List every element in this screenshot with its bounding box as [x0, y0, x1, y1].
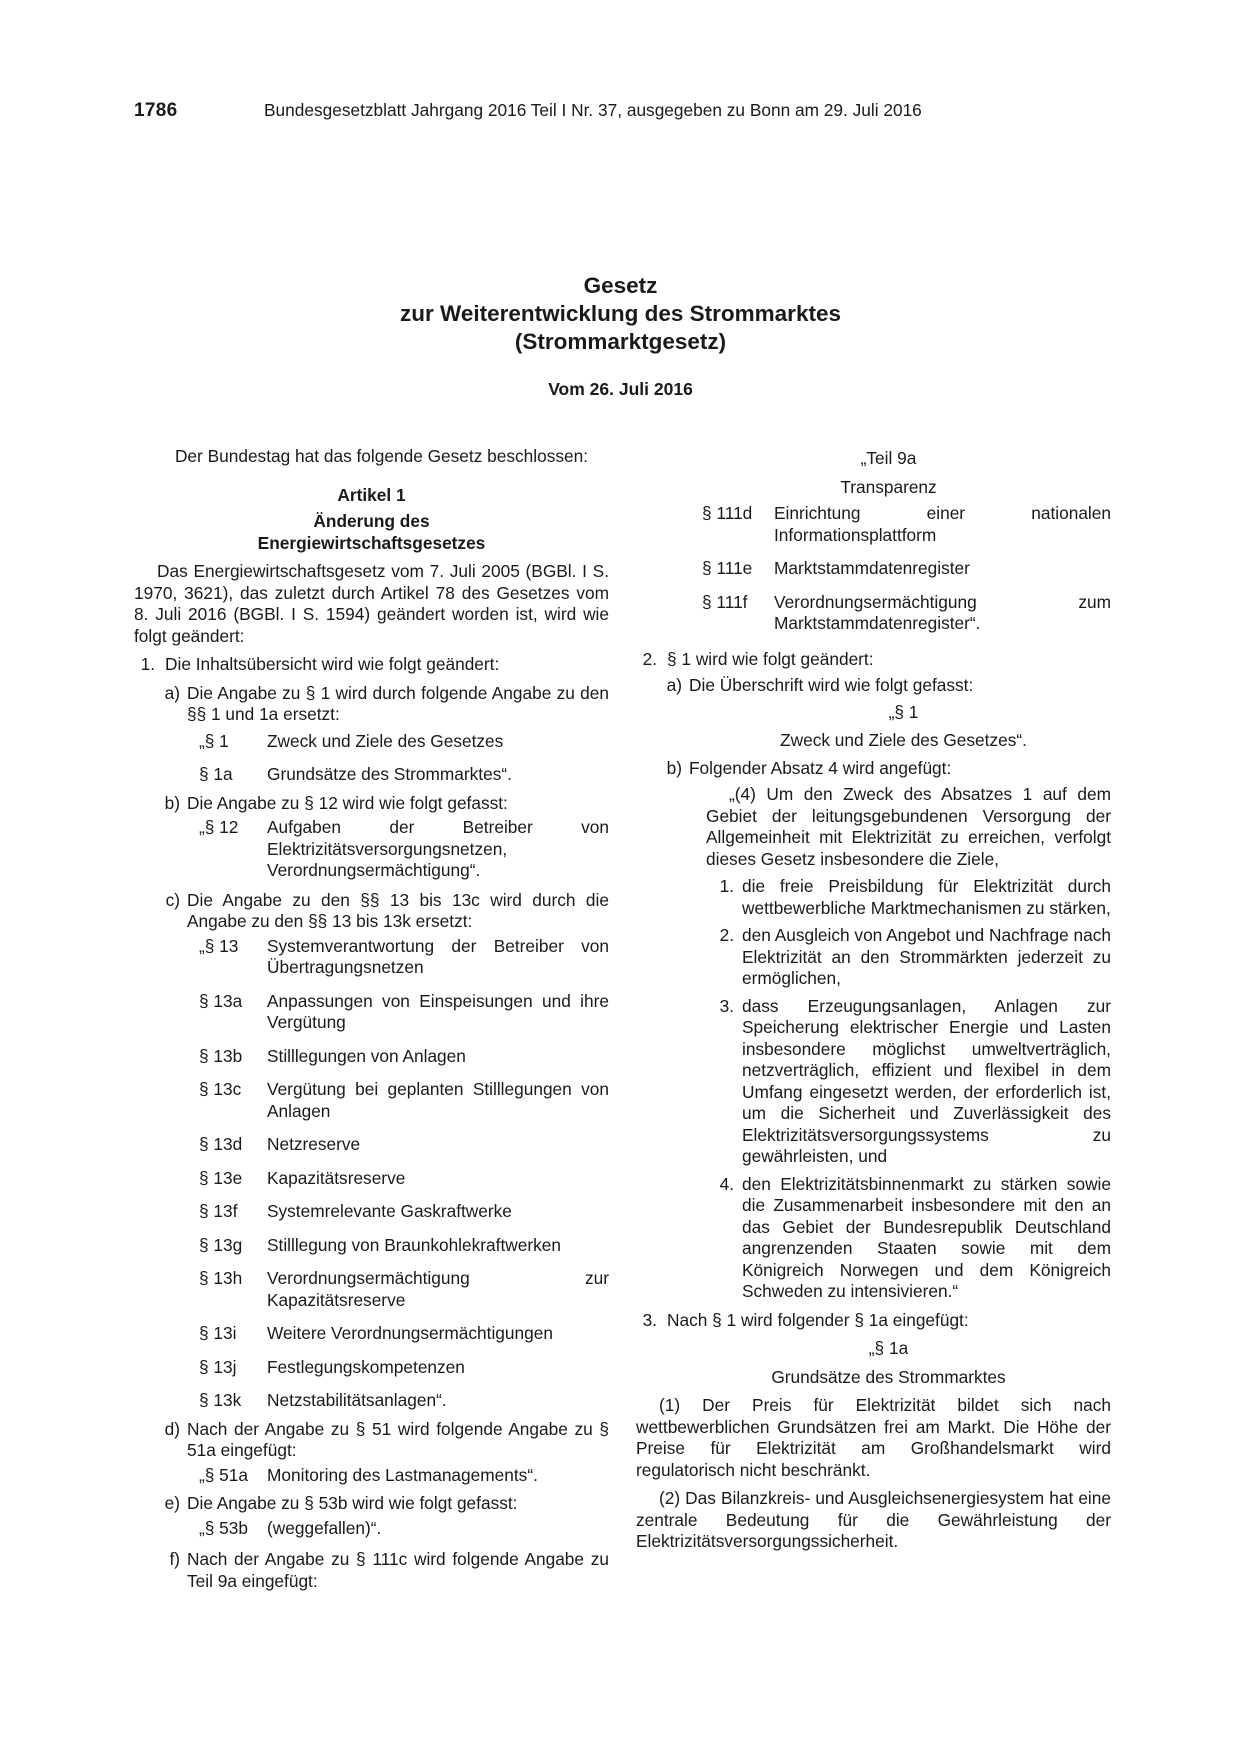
article-intro: Das Energiewirtschaftsgesetz vom 7. Juli 2005 (BGBl. I S. 1970, 3621), das zuletzt durch Artikel 78 des Gesetzes vom 8. Juli 2016 (BGBl. I S. 1594) geändert worden ist, wird wie folgt geändert: [134, 561, 609, 646]
section-title: Einrichtung einer nationalen Informationsplattform [774, 503, 1111, 545]
amendment-item-3 [631, 1310, 1111, 1332]
objective-item [706, 996, 1111, 1168]
section-title: Stilllegungen von Anlagen [267, 1045, 466, 1066]
sub-item-e [164, 1493, 609, 1515]
section-heading: Grundsätze des Strommarktes [771, 1366, 1006, 1387]
section-title: Systemverantwortung der Betreiber von Übertragungsnetzen [267, 935, 609, 977]
toc-entry [199, 817, 609, 882]
item-number: 2. [642, 648, 657, 669]
sub-item-text: Die Angabe zu den §§ 13 bis 13c wird durch die Angabe zu den §§ 13 bis 13k ersetzt: [187, 889, 609, 931]
item-text: Die Inhaltsübersicht wird wie folgt geändert: [165, 654, 500, 674]
sub-item-text: Die Angabe zu § 12 wird wie folgt gefasst: [187, 792, 508, 813]
sub-item-a [666, 675, 1111, 697]
sub-item-text: Nach der Angabe zu § 51 wird folgende Angabe zu § 51a eingefügt: [187, 1418, 609, 1460]
toc-entry [199, 936, 609, 979]
sub-item-label: e) [164, 1493, 180, 1513]
section-title: Netzreserve [267, 1134, 361, 1154]
objective-number: 3. [719, 995, 734, 1016]
sub-item-b [164, 792, 609, 815]
law-date: Vom 26. Juli 2016 [548, 379, 693, 399]
section-title: Verordnungsermächtigung zur Kapazitätsreserve [267, 1268, 609, 1310]
sub-item-label: d) [164, 1418, 180, 1439]
toc-entry [199, 1134, 609, 1156]
sub-item-text: Die Überschrift wird wie folgt gefasst: [689, 675, 974, 695]
section-number: § 13e [199, 1167, 243, 1188]
section-number: § 13i [199, 1323, 237, 1343]
objective-number: 1. [719, 876, 734, 896]
sub-item-label: a) [666, 675, 682, 695]
page-number: 1786 [134, 100, 178, 121]
toc-entry [199, 1518, 609, 1540]
section-number: § 13h [199, 1268, 243, 1288]
section-title: Aufgaben der Betreiber von Elektrizitätsversorgungsnetzen, Verordnungsermächtigung“. [267, 817, 609, 880]
objective-item [706, 1174, 1111, 1303]
toc-entry [199, 1168, 609, 1190]
objective-item [706, 876, 1111, 919]
toc-entry [199, 1323, 609, 1345]
section-number: § 111f [702, 591, 748, 612]
item-number: 1. [140, 654, 155, 674]
section-number: „§ 1 [199, 730, 229, 751]
law-title [0, 272, 1241, 356]
section-title: Festlegungskompetenzen [267, 1356, 465, 1377]
toc-entry [199, 1046, 609, 1068]
section-title: Stilllegung von Braunkohlekraftwerken [267, 1234, 561, 1255]
enactment-clause: Der Bundestag hat das folgende Gesetz beschlossen: [174, 446, 589, 466]
toc-entry [199, 1079, 609, 1122]
toc-entry [199, 991, 609, 1034]
page-header [134, 100, 1121, 124]
sub-item-f [169, 1549, 609, 1592]
title-line-2: zur Weiterentwicklung des Strommarktes [400, 301, 841, 326]
toc-entry [199, 1465, 609, 1487]
section-number: § 13g [199, 1234, 243, 1255]
section-paragraph-1: (1) Der Preis für Elektrizität bildet sich nach wettbewerblichen Grundsätzen frei am Markt. Die Höhe der Preise für Elektrizität am Großhandelsmarkt wird regulatorisch nicht beschränkt. [636, 1395, 1111, 1480]
sub-item-c [165, 889, 609, 933]
running-header: Bundesgesetzblatt Jahrgang 2016 Teil I Nr. 37, ausgegeben zu Bonn am 29. Juli 2016 [264, 100, 922, 120]
section-number: § 13f [199, 1201, 238, 1221]
toc-entry [199, 764, 609, 786]
section-paragraph-2: (2) Das Bilanzkreis- und Ausgleichsenergiesystem hat eine zentrale Bedeutung für die Gewährleistung der Elektrizitätsversorgungssicherheit. [636, 1488, 1111, 1551]
section-number: § 111d [702, 503, 753, 523]
toc-entry [199, 1390, 609, 1412]
section-number: „§ 53b [199, 1517, 249, 1538]
section-number: „§ 13 [199, 935, 239, 956]
section-number: § 13k [199, 1390, 242, 1410]
inserted-paragraph: „(4) Um den Zweck des Absatzes 1 auf dem Gebiet der leitungsgebundenen Versorgung der Allgemeinheit mit Elektrizität zu erreichen, verfolgt dieses Gesetz insbesondere die Ziele, [706, 784, 1111, 869]
toc-entry [199, 1201, 609, 1223]
toc-entry [199, 1268, 609, 1311]
sub-item-label: b) [666, 757, 682, 778]
toc-entry [702, 592, 1111, 635]
toc-entry [702, 503, 1111, 546]
sub-item-text: Folgender Absatz 4 wird angefügt: [689, 757, 952, 778]
title-line-1: Gesetz [583, 273, 658, 298]
sub-item-a [164, 682, 609, 726]
section-number: § 13j [199, 1356, 237, 1377]
title-line-3: (Strommarktgesetz) [514, 329, 727, 354]
item-text: Nach § 1 wird folgender § 1a eingefügt: [667, 1309, 969, 1330]
section-number: „§ 12 [199, 817, 239, 837]
sub-item-label: c) [165, 889, 180, 910]
section-title: Verordnungsermächtigung zum Marktstammdatenregister“. [774, 591, 1111, 633]
sub-item-d [164, 1418, 609, 1462]
section-number: § 13d [199, 1134, 243, 1154]
amendment-item-2 [631, 649, 1111, 671]
section-number: § 111e [702, 558, 753, 578]
section-title: Monitoring des Lastmanagements“. [267, 1464, 538, 1485]
section-title: Marktstammdatenregister [774, 558, 970, 578]
section-title: Vergütung bei geplanten Stilllegungen von Anlagen [267, 1079, 609, 1121]
article-subtitle-2: Energiewirtschaftsgesetzes [257, 532, 486, 553]
sub-item-text: Die Angabe zu § 53b wird wie folgt gefasst: [187, 1493, 518, 1513]
part-subtitle: Transparenz [840, 476, 937, 497]
objective-number: 2. [719, 925, 734, 945]
section-number: § 13b [199, 1045, 243, 1066]
objective-text: dass Erzeugungsanlagen, Anlagen zur Speicherung elektrischer Energie und Lasten insbesondere möglichst umweltverträglich, netzverträglich, effizient und flexibel in dem Umfang eingesetzt werden, der erforderlich ist, um die Sicherheit und Zuverlässigkeit des Elektrizitätsversorgungssystems zu gewährleisten, und [742, 995, 1111, 1166]
sub-item-text: Die Angabe zu § 1 wird durch folgende Angabe zu den §§ 1 und 1a ersetzt: [187, 682, 609, 724]
left-column [134, 446, 609, 1592]
toc-entry [199, 731, 609, 753]
toc-entry [702, 558, 1111, 580]
section-number: § 1a [199, 764, 233, 784]
section-number: § 13a [199, 990, 243, 1011]
objective-number: 4. [719, 1173, 734, 1194]
section-title: Systemrelevante Gaskraftwerke [267, 1201, 512, 1221]
toc-entry [199, 1357, 609, 1379]
sub-item-label: b) [164, 792, 180, 813]
objective-item [706, 925, 1111, 990]
section-heading: Zweck und Ziele des Gesetzes“. [780, 730, 1027, 750]
amendment-item-1 [129, 654, 609, 676]
part-title: „Teil 9a [860, 448, 917, 468]
objective-text: den Elektrizitätsbinnenmarkt zu stärken sowie die Zusammenarbeit insbesondere mit den an das Gebiet der Bundesrepublik Deutschland angrenzenden Staaten sowie mit dem Königreich Norwegen und dem Königreich Schweden zu intensivieren.“ [742, 1173, 1111, 1301]
section-title: Grundsätze des Strommarktes“. [267, 764, 512, 784]
section-title: Kapazitätsreserve [267, 1167, 406, 1188]
article-subtitle-1: Änderung des [313, 511, 430, 531]
section-title: Weitere Verordnungsermächtigungen [267, 1323, 553, 1343]
section-title: Netzstabilitätsanlagen“. [267, 1390, 447, 1410]
article-title: Artikel 1 [337, 484, 406, 505]
item-text: § 1 wird wie folgt geändert: [667, 648, 874, 669]
section-title: Zweck und Ziele des Gesetzes [267, 730, 504, 751]
sub-item-label: a) [164, 682, 180, 703]
objective-text: den Ausgleich von Angebot und Nachfrage nach Elektrizität an den Strommärkten jederzeit zu ermöglichen, [742, 925, 1111, 988]
objective-text: die freie Preisbildung für Elektrizität durch wettbewerbliche Marktmechanismen zu stärken, [742, 876, 1111, 918]
sub-item-b [666, 757, 1111, 780]
sub-item-text: Nach der Angabe zu § 111c wird folgende Angabe zu Teil 9a eingefügt: [187, 1549, 609, 1591]
section-number: „§ 1 [888, 701, 919, 722]
section-title: (weggefallen)“. [267, 1517, 382, 1538]
section-number: „§ 51a [199, 1464, 249, 1485]
section-number: „§ 1a [868, 1338, 909, 1358]
toc-entry [199, 1235, 609, 1257]
item-number: 3. [642, 1309, 657, 1330]
sub-item-label: f) [169, 1549, 180, 1569]
right-column [636, 446, 1111, 1553]
section-title: Anpassungen von Einspeisungen und ihre Vergütung [267, 990, 609, 1032]
section-number: § 13c [199, 1079, 242, 1099]
